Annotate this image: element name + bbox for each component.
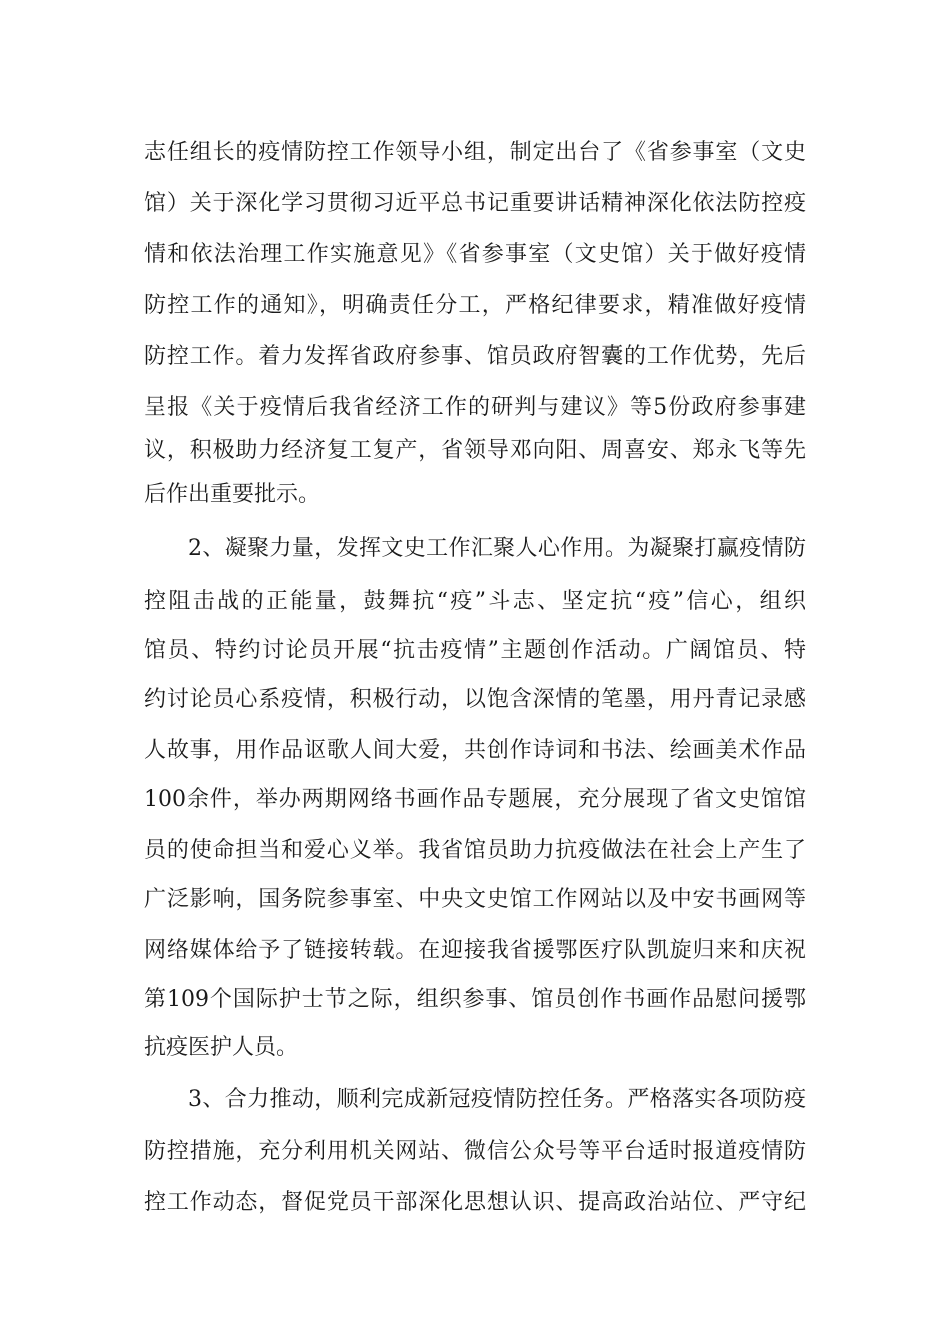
text-line: 后作出重要批示。 bbox=[144, 482, 321, 507]
text-line: 控工作动态，督促党员干部深化思想认识、提高政治站位、严守纪 bbox=[144, 1190, 806, 1215]
paragraph-2-first-line: 2、凝聚力量，发挥文史工作汇聚人心作用。为凝聚打赢疫情防 bbox=[188, 536, 806, 561]
text-line: 人故事，用作品讴歌人间大爱，共创作诗词和书法、绘画美术作品 bbox=[144, 738, 806, 763]
text-line: 馆员、特约讨论员开展“抗击疫情”主题创作活动。广阔馆员、特 bbox=[144, 638, 806, 663]
text-line: 情和依法治理工作实施意见》《省参事室（文史馆）关于做好疫情 bbox=[144, 242, 806, 267]
text-line: 控阻击战的正能量，鼓舞抗“疫”斗志、坚定抗“疫”信心，组织 bbox=[144, 589, 806, 614]
text-line: 员的使命担当和爱心义举。我省馆员助力抗疫做法在社会上产生了 bbox=[144, 838, 806, 863]
text-line: 议，积极助力经济复工复产，省领导邓向阳、周喜安、郑永飞等先 bbox=[144, 438, 806, 463]
text-line: 志任组长的疫情防控工作领导小组，制定出台了《省参事室（文史 bbox=[144, 140, 806, 165]
text-line: 广泛影响，国务院参事室、中央文史馆工作网站以及中安书画网等 bbox=[144, 887, 806, 912]
text-line: 馆）关于深化学习贯彻习近平总书记重要讲话精神深化依法防控疫 bbox=[144, 191, 806, 216]
text-line: 约讨论员心系疫情，积极行动，以饱含深情的笔墨，用丹青记录感 bbox=[144, 687, 806, 712]
text-line: 100余件，举办两期网络书画作品专题展，充分展现了省文史馆馆 bbox=[144, 787, 806, 812]
text-line: 防控工作的通知》，明确责任分工，严格纪律要求，精准做好疫情 bbox=[144, 293, 806, 318]
text-line: 抗疫医护人员。 bbox=[144, 1035, 299, 1060]
paragraph-3-first-line: 3、合力推动，顺利完成新冠疫情防控任务。严格落实各项防疫 bbox=[188, 1087, 806, 1112]
text-line: 网络媒体给予了链接转载。在迎接我省援鄂医疗队凯旋归来和庆祝 bbox=[144, 938, 806, 963]
text-line: 呈报《关于疫情后我省经济工作的研判与建议》等5份政府参事建 bbox=[144, 395, 806, 420]
text-line: 第109个国际护士节之际，组织参事、馆员创作书画作品慰问援鄂 bbox=[144, 987, 806, 1012]
text-line: 防控措施，充分利用机关网站、微信公众号等平台适时报道疫情防 bbox=[144, 1139, 806, 1164]
text-line: 防控工作。着力发挥省政府参事、馆员政府智囊的工作优势，先后 bbox=[144, 344, 806, 369]
